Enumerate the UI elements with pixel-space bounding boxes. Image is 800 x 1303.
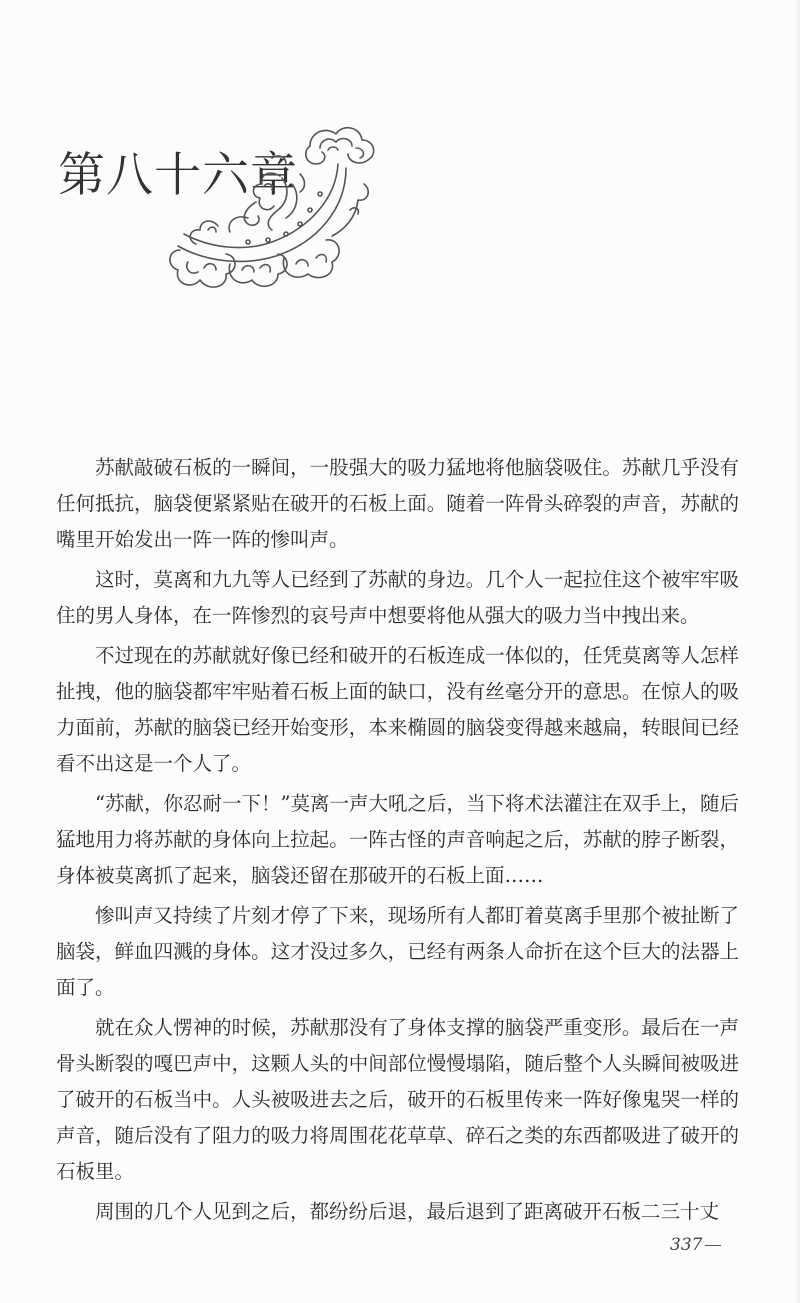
paragraph: 惨叫声又持续了片刻才停了下来，现场所有人都盯着莫离手里那个被扯断了脑袋，鲜血四溅的身体。这才没过多久，已经有两条人命折在这个巨大的法器上面了。 [56, 904, 739, 999]
page-number [670, 1235, 721, 1255]
paragraph: 就在众人愣神的时候，苏献那没有了身体支撑的脑袋严重变形。最后在一声骨头断裂的嘎巴声中，这颗人头的中间部位慢慢塌陷，随后整个人头瞬间被吸进了破开的石板当中。人头被吸进去之后，破开的石板里传来一阵好像鬼哭一样的声音，随后没有了阻力的吸力将周围花花草草、碎石之类的东西都吸进了破开的石板里。 [56, 1016, 739, 1183]
chapter-title: 第八十六章 [58, 148, 298, 203]
paragraph: 周围的几个人见到之后，都纷纷后退，最后退到了距离破开石板二三十丈 [95, 1200, 720, 1223]
page-edge-shadow [794, 0, 800, 1303]
paragraph: 不过现在的苏献就好像已经和破开的石板连成一体似的，任凭莫离等人怎样扯拽，他的脑袋都牢牢贴着石板上面的缺口，没有丝毫分开的意思。在惊人的吸力面前，苏献的脑袋已经开始变形，本来椭圆的脑袋变得越来越扁，转眼间已经看不出这是一个人了。 [56, 644, 739, 775]
paragraph: 这时，莫离和九九等人已经到了苏献的身边。几个人一起拉住这个被牢牢吸住的男人身体，在一阵惨烈的哀号声中想要将他从强大的吸力当中拽出来。 [56, 568, 739, 627]
chapter-body-text [56, 450, 739, 1234]
auspicious-cloud-dragon-ornament-icon [160, 118, 385, 303]
paragraph: 苏献敲破石板的一瞬间，一股强大的吸力猛地将他脑袋吸住。苏献几乎没有任何抵抗，脑袋便紧紧贴在破开的石板上面。随着一阵骨头碎裂的声音，苏献的嘴里开始发出一阵一阵的惨叫声。 [56, 456, 739, 551]
paragraph: “苏献，你忍耐一下！”莫离一声大吼之后，当下将术法灌注在双手上，随后猛地用力将苏献的身体向上拉起。一阵古怪的声音响起之后，苏献的脖子断裂，身体被莫离抓了起来，脑袋还留在那破开的石板上面…… [56, 792, 739, 887]
page-number-dash [705, 1245, 721, 1246]
page-number-value: 337 [670, 1235, 703, 1255]
